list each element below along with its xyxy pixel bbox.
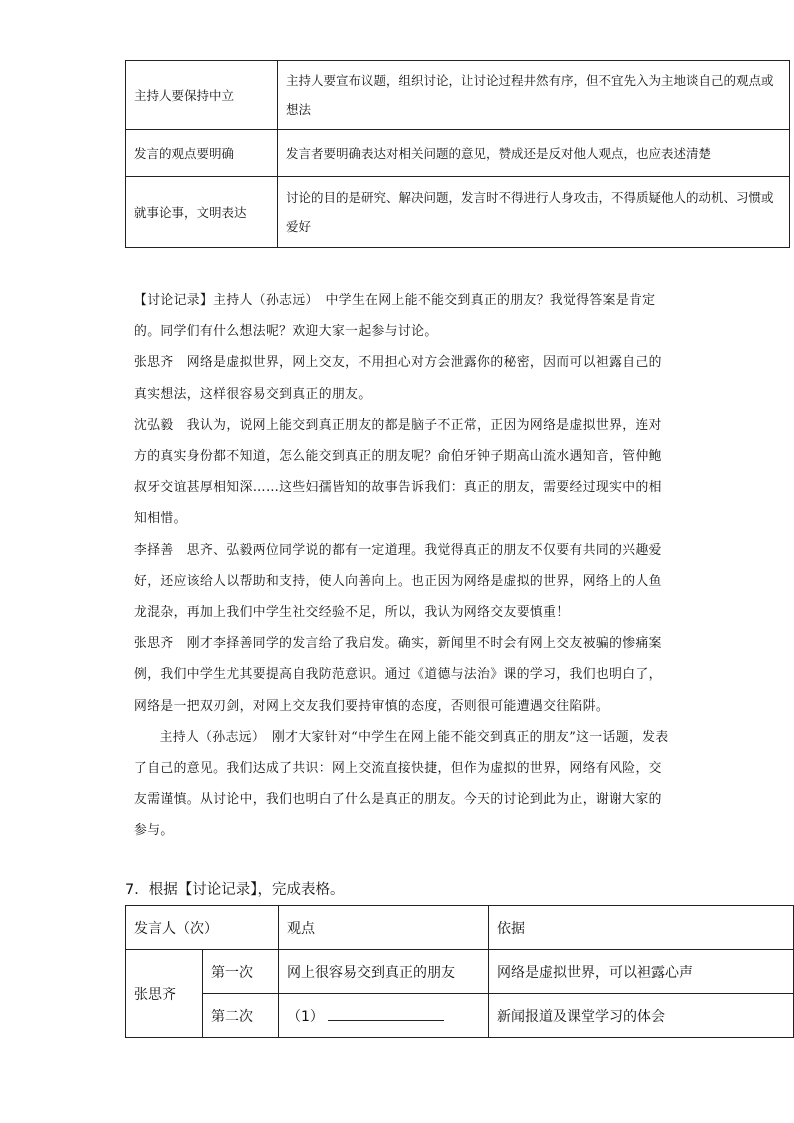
header-basis: 依据 xyxy=(489,906,794,950)
rules-row xyxy=(126,130,790,177)
speaker-name: 张思齐 xyxy=(126,950,203,1038)
discussion-record xyxy=(134,285,674,847)
turn-label: 第一次 xyxy=(203,950,279,994)
rules-row xyxy=(126,61,790,130)
answer-header-row xyxy=(126,906,794,950)
answer-table xyxy=(125,905,794,1038)
rule-key: 发言的观点要明确 xyxy=(126,130,278,177)
basis-cell: 网络是虚拟世界，可以袒露心声 xyxy=(489,950,794,994)
record-paragraph-host-close: 主持人（孙志远） 刚才大家针对“中学生在网上能不能交到真正的朋友”这一话题，发表了自己的意见。我们达成了共识：网上交流直接快捷，但作为虚拟的世界，网络有风险，交友需谨慎。从讨论中，我们也明白了什么是真正的朋友。今天的讨论到此为止，谢谢大家的参与。 xyxy=(134,729,669,839)
answer-blank-line[interactable] xyxy=(328,1008,444,1021)
rule-key: 就事论事，文明表达 xyxy=(126,177,278,248)
rule-value: 发言者要明确表达对相关问题的意见，赞成还是反对他人观点，也应表述清楚 xyxy=(278,130,790,177)
discussion-rules-table xyxy=(125,60,790,248)
record-paragraph-shen: 沈弘毅 我认为，说网上能交到真正朋友的都是脑子不正常，正因为网络是虚拟世界，连对方的真实身份都不知道，怎么能交到真正的朋友呢？俞伯牙钟子期高山流水遇知音，管仲鲍叔牙交谊甚厚相知深……这些妇孺皆知的故事告诉我们：真正的朋友，需要经过现实中的相知相惜。 xyxy=(134,417,662,527)
answer-row xyxy=(126,994,794,1038)
view-cell: 网上很容易交到真正的朋友 xyxy=(279,950,489,994)
rule-value: 主持人要宣布议题，组织讨论，让讨论过程井然有序，但不宜先入为主地谈自己的观点或想法 xyxy=(278,61,790,130)
record-paragraph-zhang-1: 张思齐 网络是虚拟世界，网上交友，不用担心对方会泄露你的秘密，因而可以袒露自己的真实想法，这样很容易交到真正的朋友。 xyxy=(134,355,662,402)
turn-label: 第二次 xyxy=(203,994,279,1038)
blank-number: （1） xyxy=(287,1008,324,1025)
header-speaker: 发言人（次） xyxy=(126,906,279,950)
record-paragraph-zhang-2: 张思齐 刚才李择善同学的发言给了我启发。确实，新闻里不时会有网上交友被骗的惨痛案例，我们中学生尤其要提高自我防范意识。通过《道德与法治》课的学习，我们也明白了，网络是一把双刃剑，对网上交友我们要持审慎的态度，否则很可能遭遇交往陷阱。 xyxy=(134,636,662,714)
record-paragraph-li: 李择善 思齐、弘毅两位同学说的都有一定道理。我觉得真正的朋友不仅要有共同的兴趣爱好，还应该给人以帮助和支持，使人向善向上。也正因为网络是虚拟的世界，网络上的人鱼龙混杂，再加上我们中学生社交经验不足，所以，我认为网络交友要慎重！ xyxy=(134,542,662,621)
answer-row xyxy=(126,950,794,994)
rule-key: 主持人要保持中立 xyxy=(126,61,278,130)
basis-cell: 新闻报道及课堂学习的体会 xyxy=(489,994,794,1038)
question-7: 7．根据【讨论记录】，完成表格。 xyxy=(125,882,345,898)
record-paragraph-host-open: 【讨论记录】主持人（孙志远） 中学生在网上能不能交到真正的朋友？我觉得答案是肯定的。同学们有什么想法呢？欢迎大家一起参与讨论。 xyxy=(134,293,656,340)
rule-value: 讨论的目的是研究、解决问题，发言时不得进行人身攻击，不得质疑他人的动机、习惯或爱好 xyxy=(278,177,790,248)
view-cell-blank[interactable] xyxy=(279,994,489,1038)
rules-row xyxy=(126,177,790,248)
header-view: 观点 xyxy=(279,906,489,950)
